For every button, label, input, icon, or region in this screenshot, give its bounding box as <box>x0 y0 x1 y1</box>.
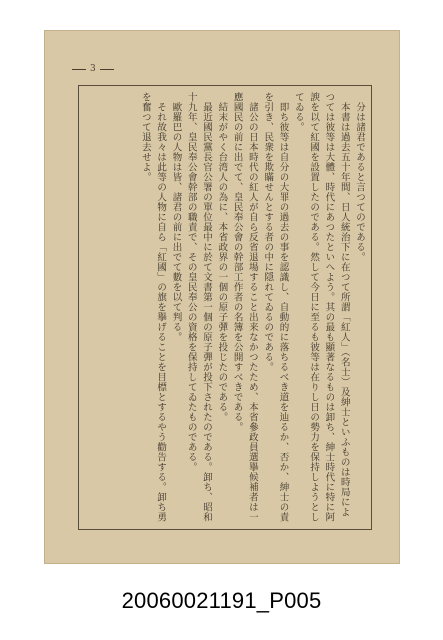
paragraph: 本書は過去五十年間、日人統治下に在つて所謂「紅人」（名士）及紳士といふものは時局によつては彼等は大體、時代にあつたといへよう。其の最も顯著なるものは卸ち、紳士時代に特に阿諛を以て紅國を設置したのである。然して今日に至るも彼等は在りし日の勢力を保持しようとしてゐる。 <box>292 92 350 522</box>
text-frame <box>78 85 372 530</box>
page-number-header <box>72 64 116 74</box>
paragraph: 歐羅巴の人物は皆、諸君の前に出でて數を以て判る。 <box>170 101 182 342</box>
paragraph: 分は諸君であると言つてのである。 <box>354 101 365 262</box>
paragraph: 諸公の日本時代の紅人が自ら反省退場すること出来なかつたため、本省參政員選擧候補者は一應國民の前に出でて、皇民奉公會の幹部工作者の名簿を公開すべきである。 <box>231 92 258 522</box>
paragraph: それ故我々は此等の人物に自ら「紅國」の旗を擧げることを目標とするやう勸告する。卸ち勇を奮つて退去せよ。 <box>139 92 167 522</box>
header-rule-right <box>100 69 114 70</box>
image-caption-id: 20060021191_P005 <box>121 588 322 613</box>
paragraph: 結末がやく台湾人の為に、本省政界の一個の原子彈を投じたのである。 <box>216 101 228 422</box>
page-number: 3 <box>90 64 96 74</box>
paragraph: 即ち彼等は自分の大罪の過去の事を認識し、自動的に落ちるべき道を辿るか、否か、紳士の責を引き、民衆を欺瞞せんとする者の中に隠れてゐるのである。 <box>262 92 289 522</box>
document-page <box>44 30 400 564</box>
paragraph: 最近國民黨長官公署の單位最中に於て文書第一個の原子彈が投下されたのである。卸ち、昭和十九年、皇民奉公會幹部の職責で、その皇民奉公の資格を保持してゐたものである。 <box>185 92 213 522</box>
header-rule-left <box>72 69 86 70</box>
vertical-text-body <box>83 92 367 523</box>
